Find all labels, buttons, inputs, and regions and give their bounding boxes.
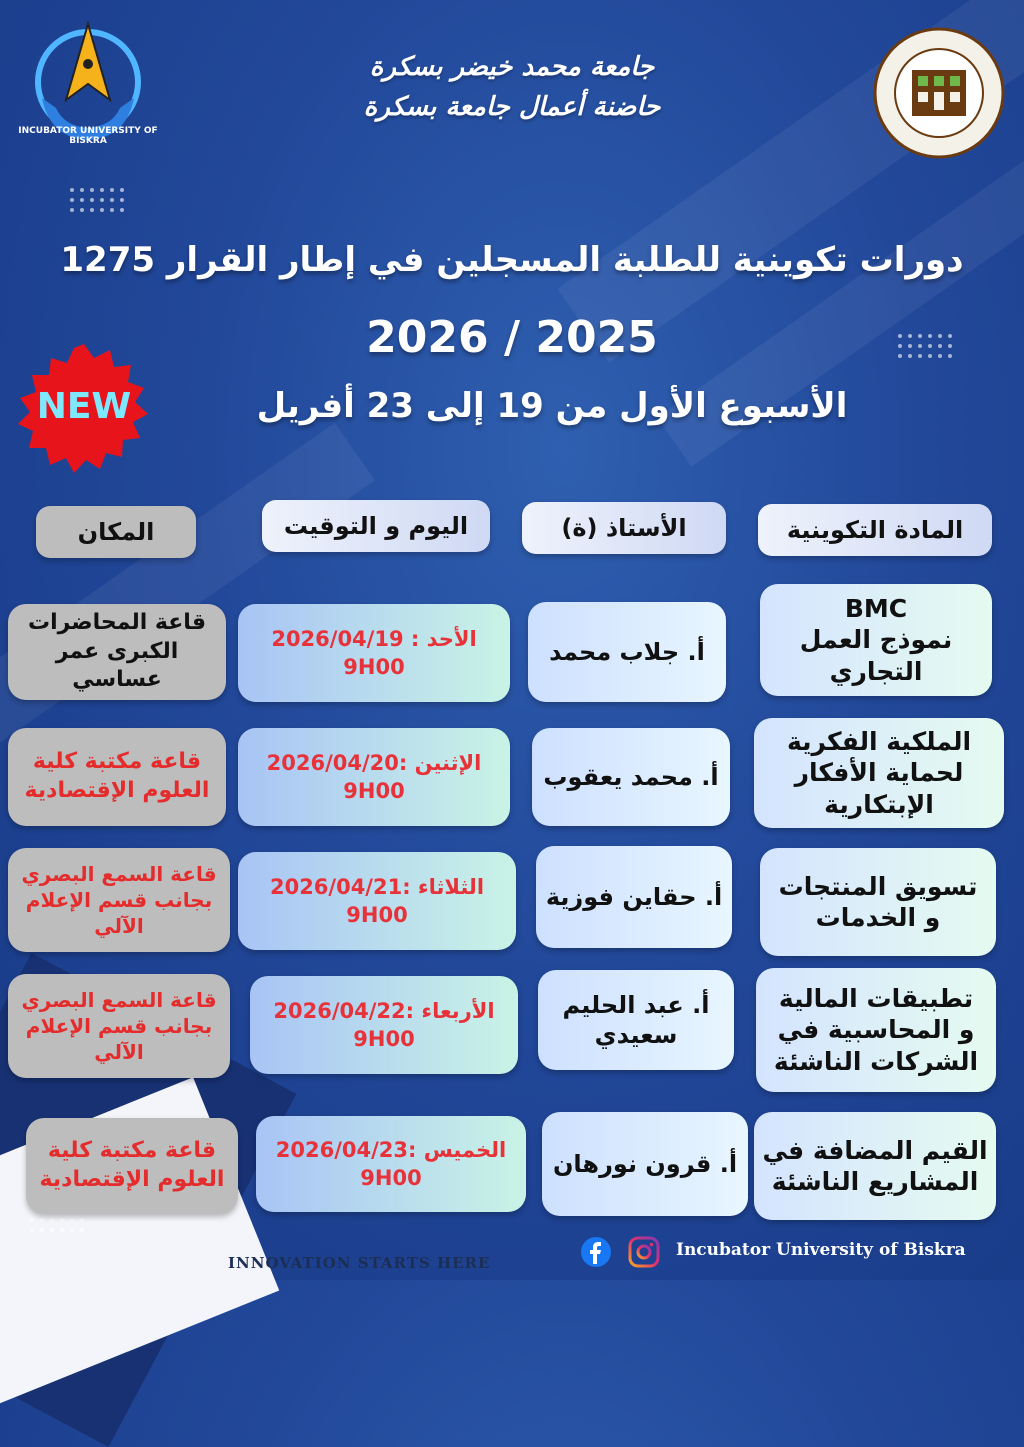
dots-decoration [30, 1218, 84, 1232]
social-handle[interactable]: Incubator University of Biskra [676, 1240, 966, 1260]
table-row-professor: أ. عبد الحليم سعيدي [538, 970, 734, 1070]
table-row-datetime: الإثنين :2026/04/20 9H00 [238, 728, 510, 826]
table-row-datetime: الأربعاء :2026/04/22 9H00 [250, 976, 518, 1074]
table-row-datetime: الثلاثاء :2026/04/21 9H00 [238, 852, 516, 950]
header-subject: المادة التكوينية [758, 504, 992, 556]
header-professor: الأستاذ (ة) [522, 502, 726, 554]
table-row-place: قاعة مكتبة كلية العلوم الإقتصادية [26, 1118, 238, 1214]
facebook-icon[interactable] [580, 1236, 612, 1268]
header-place: المكان [36, 506, 196, 558]
table-row-place: قاعة المحاضرات الكبرى عمر عساسي [8, 604, 226, 700]
academic-year: 2026 / 2025 [366, 312, 658, 363]
new-badge [14, 342, 154, 478]
dots-decoration [70, 188, 124, 212]
table-row-subject: تطبيقات المالية و المحاسبية في الشركات الناشئة [756, 968, 996, 1092]
table-row-place: قاعة السمع البصري بجانب قسم الإعلام الآلي [8, 848, 230, 952]
university-name: جامعة محمد خيضر بسكرة [369, 52, 655, 82]
table-row-professor: أ. قرون نورهان [542, 1112, 748, 1216]
table-row-subject: BMC نموذج العمل التجاري [760, 584, 992, 696]
week-range: الأسبوع الأول من 19 إلى 23 أفريل [256, 386, 848, 426]
new-badge-text: NEW [36, 386, 132, 427]
instagram-icon[interactable] [628, 1236, 660, 1268]
page-title: دورات تكوينية للطلبة المسجلين في إطار القرار 1275 [60, 240, 964, 280]
footer-slogan: INNOVATION STARTS HERE [228, 1254, 491, 1272]
table-row-subject: تسويق المنتجات و الخدمات [760, 848, 996, 956]
incubator-name: حاضنة أعمال جامعة بسكرة [363, 92, 661, 122]
table-row-professor: أ. حقاين فوزية [536, 846, 732, 948]
table-row-subject: الملكية الفكرية لحماية الأفكار الإبتكارية [754, 718, 1004, 828]
table-row-professor: أ. جلاب محمد [528, 602, 726, 702]
table-row-place: قاعة مكتبة كلية العلوم الإقتصادية [8, 728, 226, 826]
header-datetime: اليوم و التوقيت [262, 500, 490, 552]
table-row-subject: القيم المضافة في المشاريع الناشئة [754, 1112, 996, 1220]
table-row-place: قاعة السمع البصري بجانب قسم الإعلام الآلي [8, 974, 230, 1078]
incubator-logo-text: INCUBATOR UNIVERSITY OF BISKRA [18, 126, 158, 146]
table-row-professor: أ. محمد يعقوب [532, 728, 730, 826]
table-row-datetime: الخميس :2026/04/23 9H00 [256, 1116, 526, 1212]
table-row-datetime: الأحد : 2026/04/19 9H00 [238, 604, 510, 702]
